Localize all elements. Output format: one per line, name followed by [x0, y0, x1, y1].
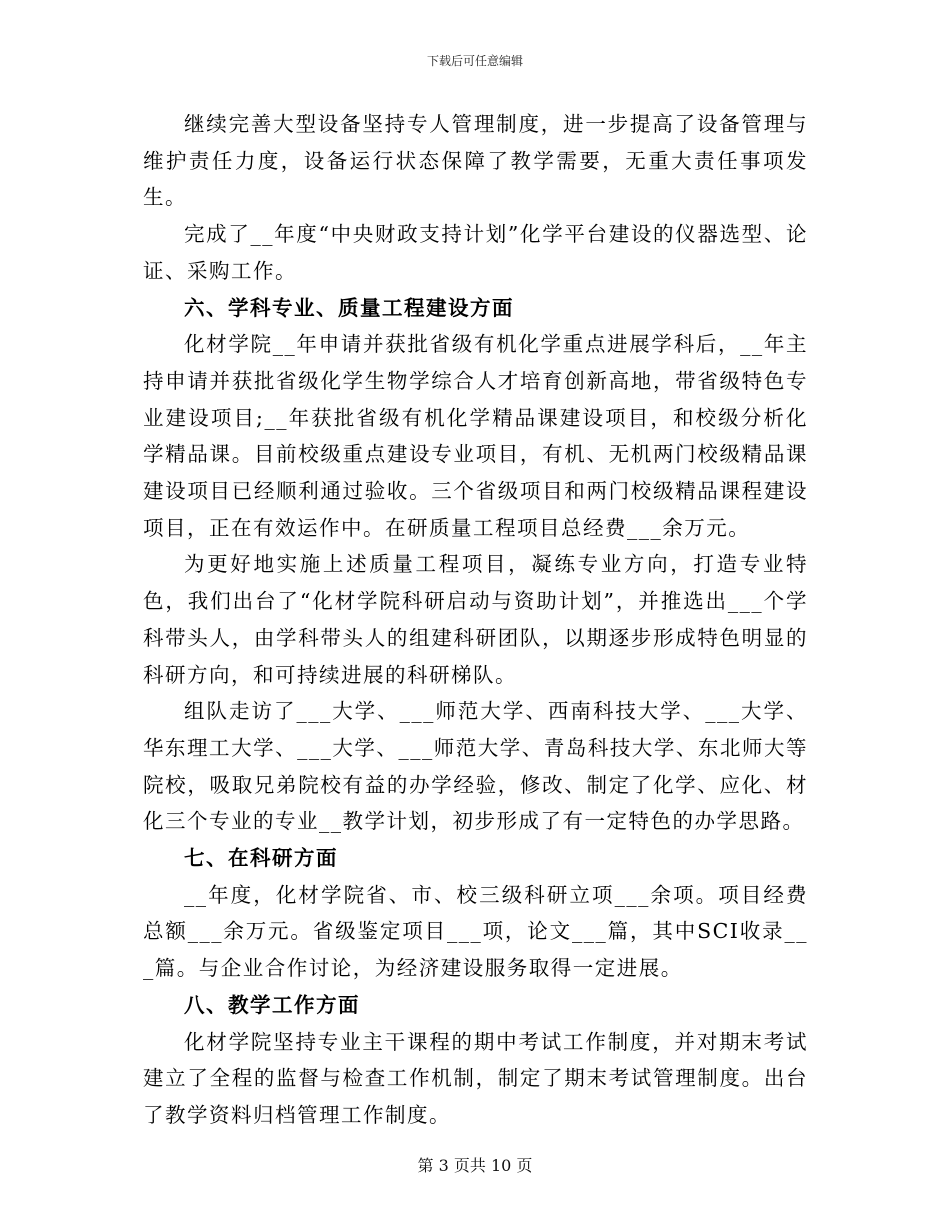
paragraph-research-output: __年度，化材学院省、市、校三级科研立项___余项。项目经费总额___余万元。省级鉴定项目___项，论文___篇，其中SCI收录___篇。与企业合作讨论，为经济建设服务取得一定进展。 [143, 882, 808, 981]
paragraph-discipline-projects: 化材学院__年申请并获批省级有机化学重点进展学科后，__年主持申请并获批省级化学生物学综合人才培育创新高地，带省级特色专业建设项目;__年获批省级有机化学精品课建设项目，和校级分析化学精品课。目前校级重点建设专业项目，有机、无机两门校级精品课建设项目已经顺利通过验收。三个省级项目和两门校级精品课程建设项目，正在有效运作中。在研质量工程项目总经费___余万元。 [143, 332, 808, 540]
section-heading-eight: 八、教学工作方面 [184, 992, 360, 1017]
paragraph-instrument-procurement: 完成了__年度“中央财政支持计划”化学平台建设的仪器选型、论证、采购工作。 [143, 222, 808, 283]
paragraph-university-visits: 组队走访了___大学、___师范大学、西南科技大学、___大学、华东理工大学、___大学、___师范大学、青岛科技大学、东北师大等院校，吸取兄弟院校有益的办学经验，修改、制定了化学、应化、材化三个专业的专业__教学计划，初步形成了有一定特色的办学思路。 [143, 699, 808, 834]
section-heading-six: 六、学科专业、质量工程建设方面 [184, 295, 514, 320]
section-heading-seven: 七、在科研方面 [184, 846, 338, 871]
page-number: 第 3 页共 10 页 [417, 1156, 533, 1175]
paragraph-research-teams: 为更好地实施上述质量工程项目，凝练专业方向，打造专业特色，我们出台了“化材学院科研启动与资助计划”，并推选出___个学科带头人，由学科带头人的组建科研团队，以期逐步形成特色明显的科研方向，和可持续进展的科研梯队。 [143, 552, 808, 687]
paragraph-equipment-management: 继续完善大型设备坚持专人管理制度，进一步提高了设备管理与维护责任力度，设备运行状态保障了教学需要，无重大责任事项发生。 [143, 112, 808, 210]
paragraph-exam-management: 化材学院坚持专业主干课程的期中考试工作制度，并对期末考试建立了全程的监督与检查工作机制，制定了期末考试管理制度。出台了教学资料归档管理工作制度。 [143, 1029, 808, 1127]
page-header: 下载后可任意编辑 [426, 54, 523, 68]
document-body [143, 106, 808, 1134]
